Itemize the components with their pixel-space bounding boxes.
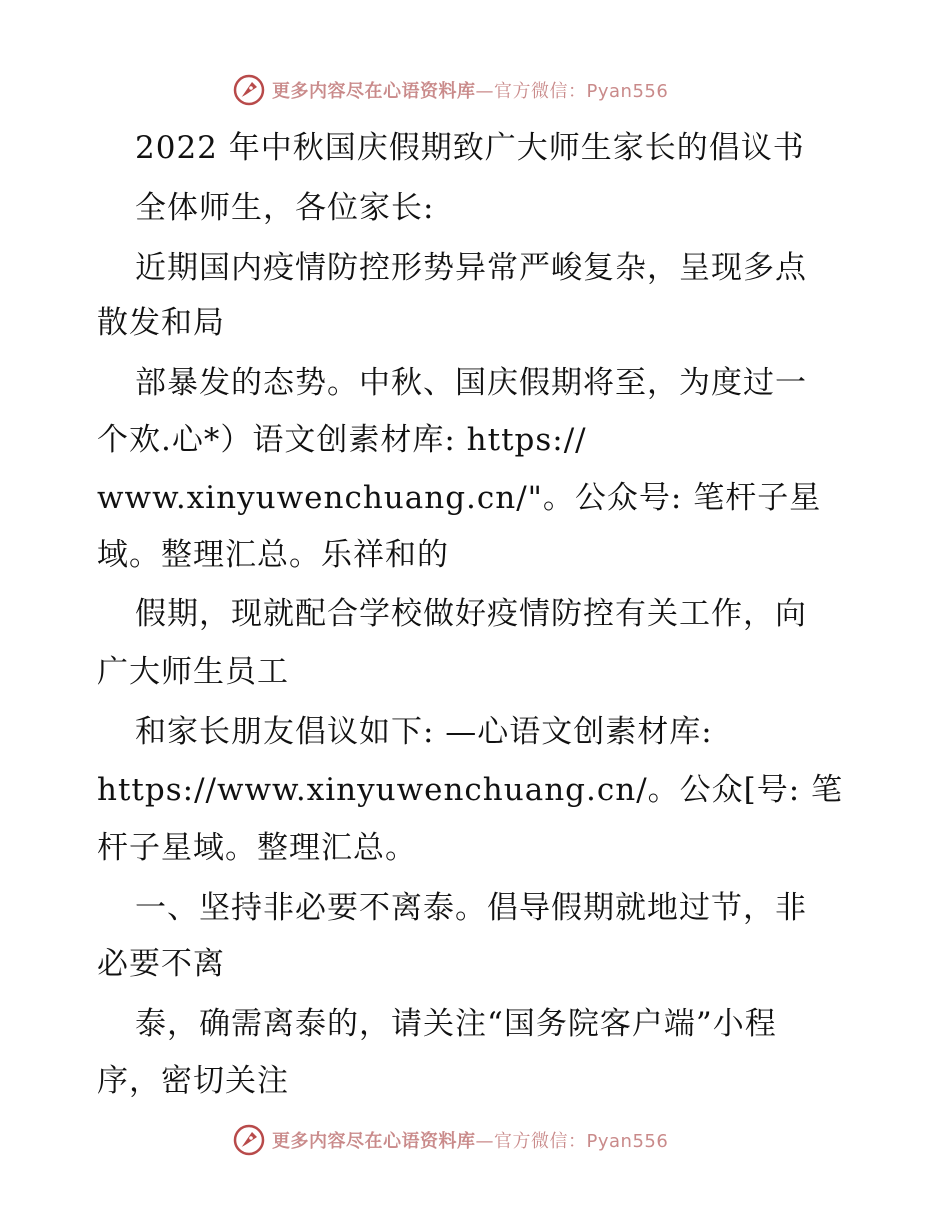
paragraph-line: 近期国内疫情防控形势异常严峻复杂，呈现多点 — [135, 250, 807, 286]
paragraph-line: www.xinyuwenchuang.cn/"。公众号: 笔杆子星 — [97, 480, 822, 516]
watermark-content — [232, 1122, 668, 1158]
salutation: 全体师生，各位家长: — [135, 190, 435, 226]
paragraph-line: 假期，现就配合学校做好疫情防控有关工作，向 — [135, 596, 807, 632]
paragraph-line: 和家长朋友倡议如下: —心语文创素材库: — [135, 714, 713, 750]
pen-nib-logo-icon — [232, 1123, 266, 1157]
paragraph-line: 广大师生员工 — [97, 654, 289, 690]
watermark-brand: 更多内容尽在心语资料库 — [272, 1131, 476, 1152]
footer-watermark — [0, 1120, 950, 1160]
paragraph-line: https://www.xinyuwenchuang.cn/。公众[号: 笔 — [97, 772, 844, 808]
paragraph-line: 杆子星域。整理汇总。 — [97, 830, 417, 866]
paragraph-line: 部暴发的态势。中秋、国庆假期将至，为度过一 — [135, 365, 807, 401]
watermark-wechat: —官方微信：Pyan556 — [475, 81, 669, 102]
document-title: 2022 年中秋国庆假期致广大师生家长的倡议书 — [135, 130, 805, 166]
watermark-wechat: —官方微信：Pyan556 — [475, 1131, 669, 1152]
paragraph-line: 一、坚持非必要不离泰。倡导假期就地过节，非 — [135, 890, 807, 926]
watermark-brand: 更多内容尽在心语资料库 — [272, 81, 476, 102]
paragraph-line: 散发和局 — [97, 305, 225, 341]
paragraph-line: 泰，确需离泰的，请关注“国务院客户端”小程 — [135, 1006, 777, 1042]
watermark-content — [232, 72, 668, 108]
paragraph-line: 必要不离 — [97, 946, 225, 982]
pen-nib-logo-icon — [232, 73, 266, 107]
paragraph-line: 域。整理汇总。乐祥和的 — [97, 537, 449, 573]
header-watermark — [0, 70, 950, 110]
paragraph-line: 个欢.心*）语文创素材库: https:// — [97, 422, 587, 458]
watermark-text — [272, 1127, 668, 1153]
paragraph-line: 序，密切关注 — [97, 1063, 289, 1099]
watermark-text — [272, 77, 668, 103]
